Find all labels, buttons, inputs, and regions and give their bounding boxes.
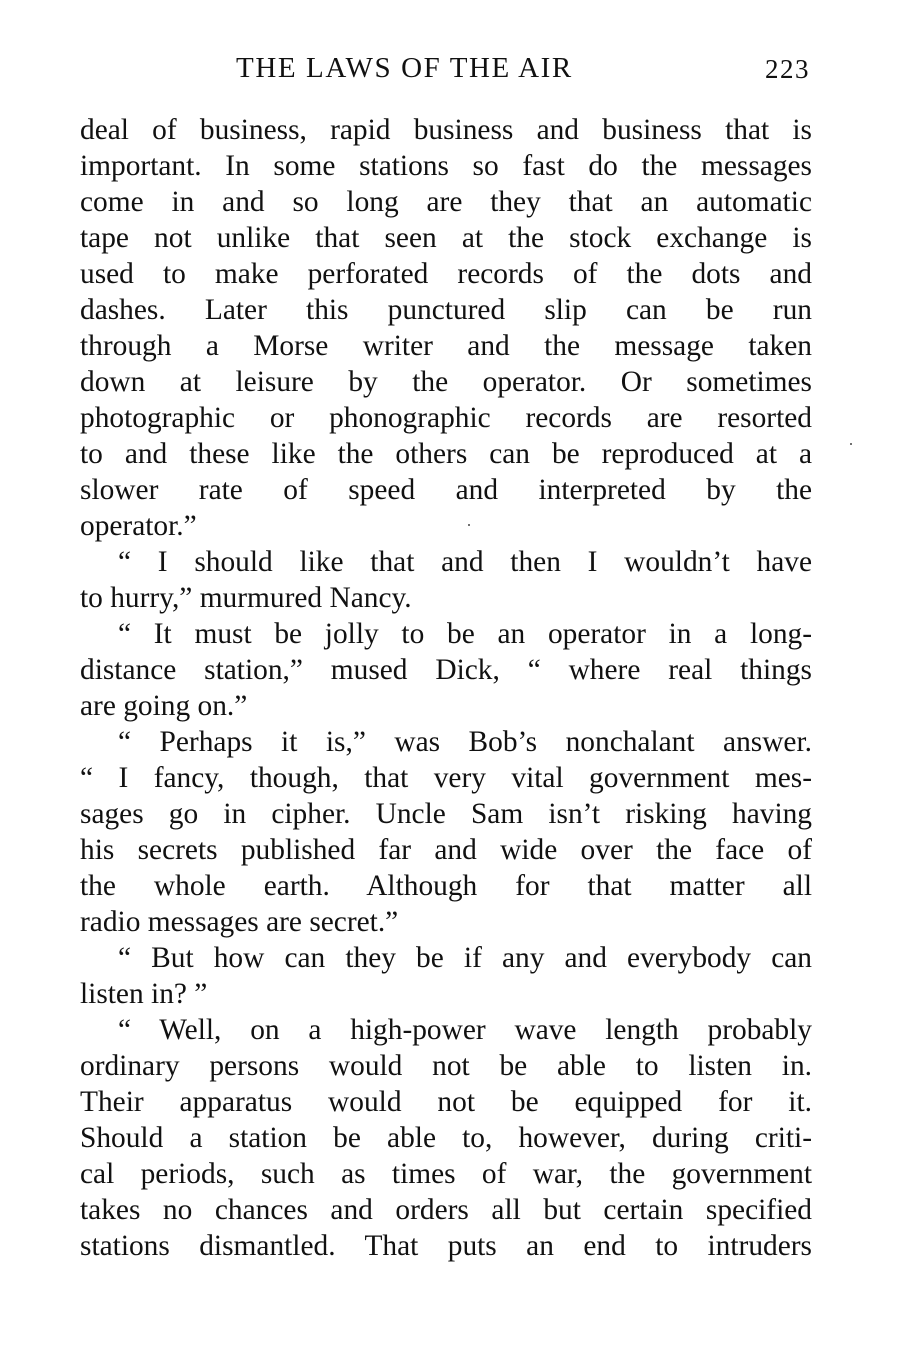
text-line: through a Morse writer and the message taken — [80, 330, 812, 362]
paragraph-end-line: listen in? ” — [80, 978, 208, 1010]
paragraph-start-line: “ It must be jolly to be an operator in a long- — [118, 618, 812, 650]
text-line: Should a station be able to, however, during criti- — [80, 1122, 812, 1154]
text-line: “ I fancy, though, that very vital government mes- — [80, 762, 812, 794]
text-line: important. In some stations so fast do the messages — [80, 150, 812, 182]
text-line: sages go in cipher. Uncle Sam isn’t risking having — [80, 798, 812, 830]
paragraph-end-line: operator.” — [80, 510, 197, 542]
text-line: photographic or phonographic records are resorted — [80, 402, 812, 434]
text-line: Their apparatus would not be equipped for it. — [80, 1086, 812, 1118]
scan-speck — [850, 443, 852, 445]
text-line: stations dismantled. That puts an end to intruders — [80, 1230, 812, 1262]
running-title: THE LAWS OF THE AIR — [236, 52, 573, 84]
paragraph-end-line: radio messages are secret.” — [80, 906, 399, 938]
body-text — [80, 112, 812, 1264]
text-line: down at leisure by the operator. Or sometimes — [80, 366, 812, 398]
page-number: 223 — [765, 54, 810, 84]
running-header — [80, 52, 812, 92]
text-line: deal of business, rapid business and business that is — [80, 114, 812, 146]
text-line: takes no chances and orders all but certain specified — [80, 1194, 812, 1226]
text-line: cal periods, such as times of war, the government — [80, 1158, 812, 1190]
text-line: used to make perforated records of the dots and — [80, 258, 812, 290]
paragraph-start-line: “ Well, on a high-power wave length probably — [118, 1014, 812, 1046]
text-line: ordinary persons would not be able to listen in. — [80, 1050, 812, 1082]
paragraph-start-line: “ I should like that and then I wouldn’t have — [118, 546, 812, 578]
text-line: tape not unlike that seen at the stock exchange is — [80, 222, 812, 254]
paragraph-end-line: to hurry,” murmured Nancy. — [80, 582, 412, 614]
text-line: distance station,” mused Dick, “ where real things — [80, 654, 812, 686]
text-line: the whole earth. Although for that matter all — [80, 870, 812, 902]
text-line: come in and so long are they that an automatic — [80, 186, 812, 218]
text-line: dashes. Later this punctured slip can be run — [80, 294, 812, 326]
text-line: his secrets published far and wide over the face of — [80, 834, 812, 866]
scan-speck — [468, 524, 470, 526]
text-line: to and these like the others can be reproduced at a — [80, 438, 812, 470]
paragraph-end-line: are going on.” — [80, 690, 248, 722]
text-line: slower rate of speed and interpreted by the — [80, 474, 812, 506]
paragraph-start-line: “ But how can they be if any and everybody can — [118, 942, 812, 974]
paragraph-start-line: “ Perhaps it is,” was Bob’s nonchalant answer. — [118, 726, 812, 758]
